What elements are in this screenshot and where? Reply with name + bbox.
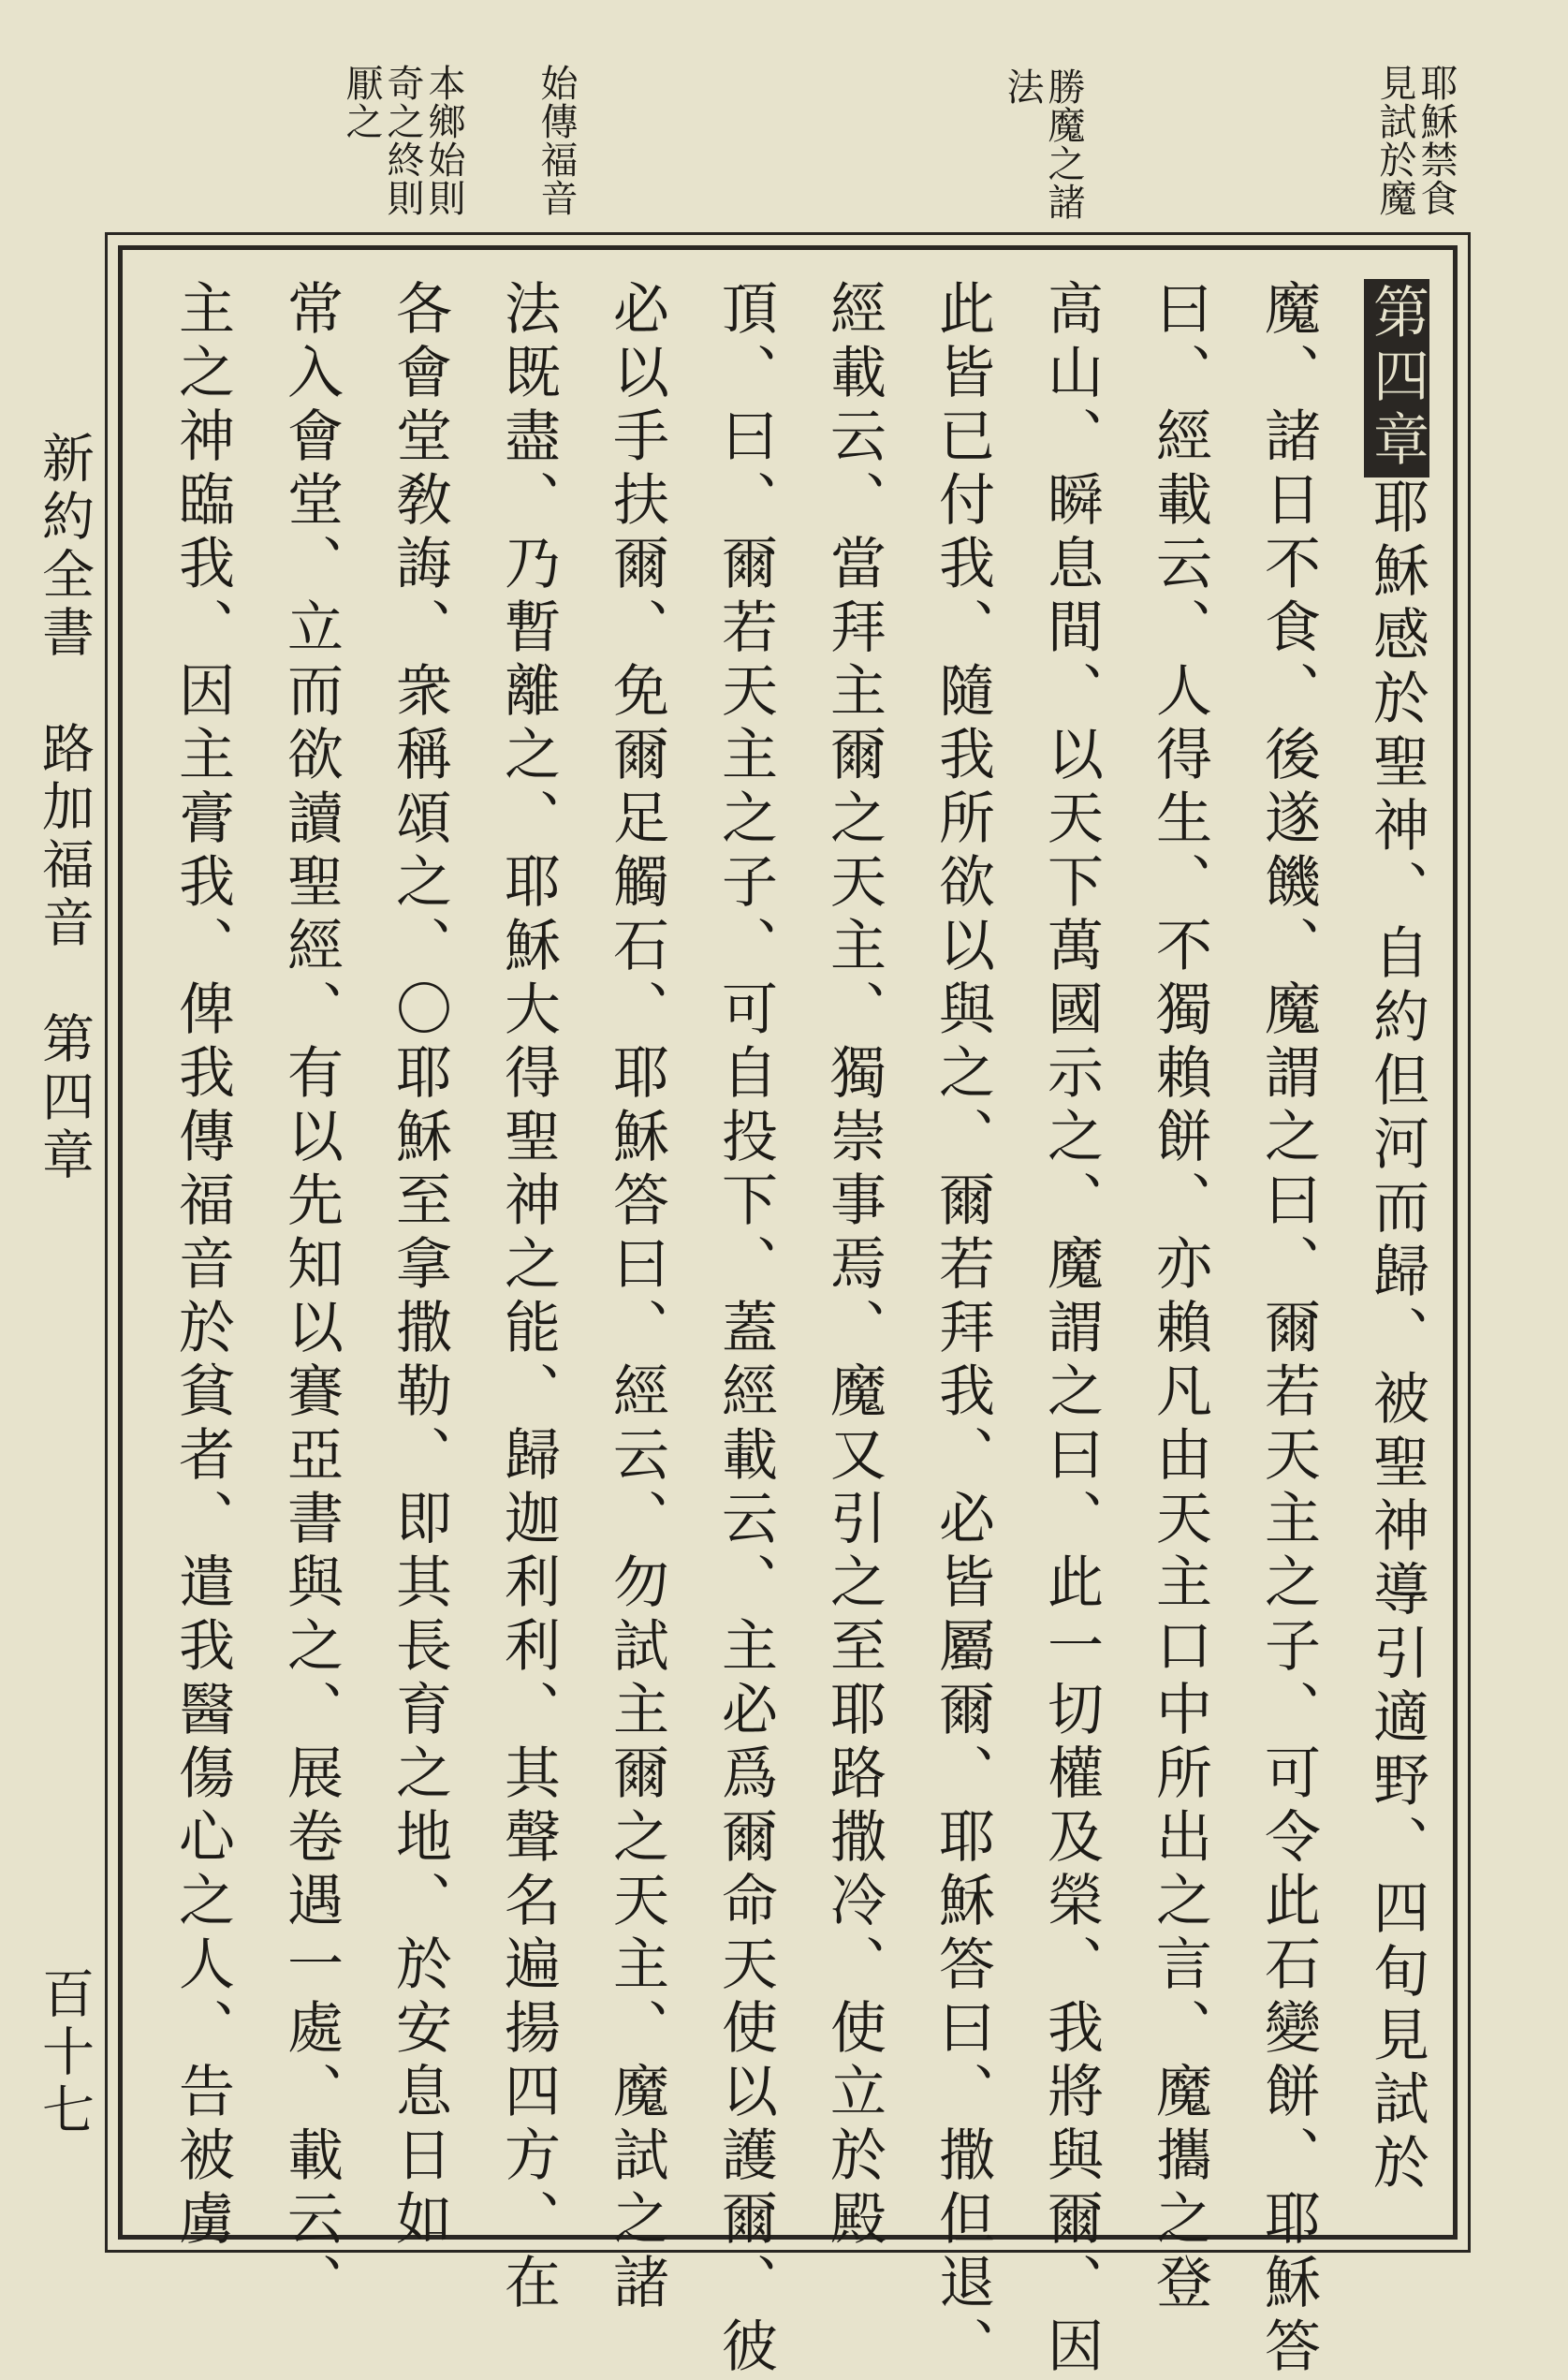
- text-column: 經載云、當拜主爾之天主、獨崇事焉、魔又引之至耶路撒冷、使立於殿: [821, 279, 887, 2253]
- running-title: 新約全書 路加福音 第四章: [34, 431, 95, 1185]
- text-column: [1342, 279, 1451, 2226]
- headnote-overcoming-temptation: 勝魔之諸 法: [1001, 67, 1085, 221]
- page-number: 百十七: [34, 1966, 95, 2140]
- headnote-fasting-temptation: 耶穌禁食 見試於魔: [1373, 64, 1458, 217]
- text-column: 魔、諸日不食、後遂饑、魔謂之曰、爾若天主之子、可令此石變餅、耶穌答: [1255, 279, 1321, 2380]
- text-column: 各會堂敎誨、衆稱頌之、〇耶穌至拿撒勒、即其長育之地、於安息日如: [387, 279, 452, 2253]
- text-column: 主之神臨我、因主膏我、俾我傳福音於貧者、遣我醫傷心之人、告被虜: [169, 279, 235, 2253]
- text-column-body: 耶穌感於聖神、自約但河而歸、被聖神導引適野、四旬見試於: [1364, 477, 1429, 2196]
- chapter-heading: 第四章: [1364, 279, 1429, 477]
- text-column: 必以手扶爾、免爾足觸石、耶穌答曰、經云、勿試主爾之天主、魔試之諸: [604, 279, 669, 2316]
- headnote-begins-gospel: 始傳福音: [535, 64, 578, 217]
- text-column: 高山、瞬息間、以天下萬國示之、魔謂之曰、此一切權及榮、我將與爾、因: [1038, 279, 1104, 2380]
- text-column: 頂、曰、爾若天主之子、可自投下、蓋經載云、主必爲爾命天使以護爾、彼: [712, 279, 778, 2380]
- text-column: 法既盡、乃暫離之、耶穌大得聖神之能、歸迦利利、其聲名遍揚四方、在: [495, 279, 561, 2316]
- headnote-hometown-rejection: 本鄉始則 奇之終則 厭之: [340, 64, 465, 217]
- text-column: 曰、經載云、人得生、不獨賴餅、亦賴凡由天主口中所出之言、魔攜之登: [1147, 279, 1212, 2316]
- main-text-block: [140, 279, 1451, 2380]
- text-column: 常入會堂、立而欲讀聖經、有以先知以賽亞書與之、展卷遇一處、載云、: [278, 279, 344, 2316]
- text-column: 此皆已付我、隨我所欲以與之、爾若拜我、必皆屬爾、耶穌答曰、撒但退、: [930, 279, 995, 2380]
